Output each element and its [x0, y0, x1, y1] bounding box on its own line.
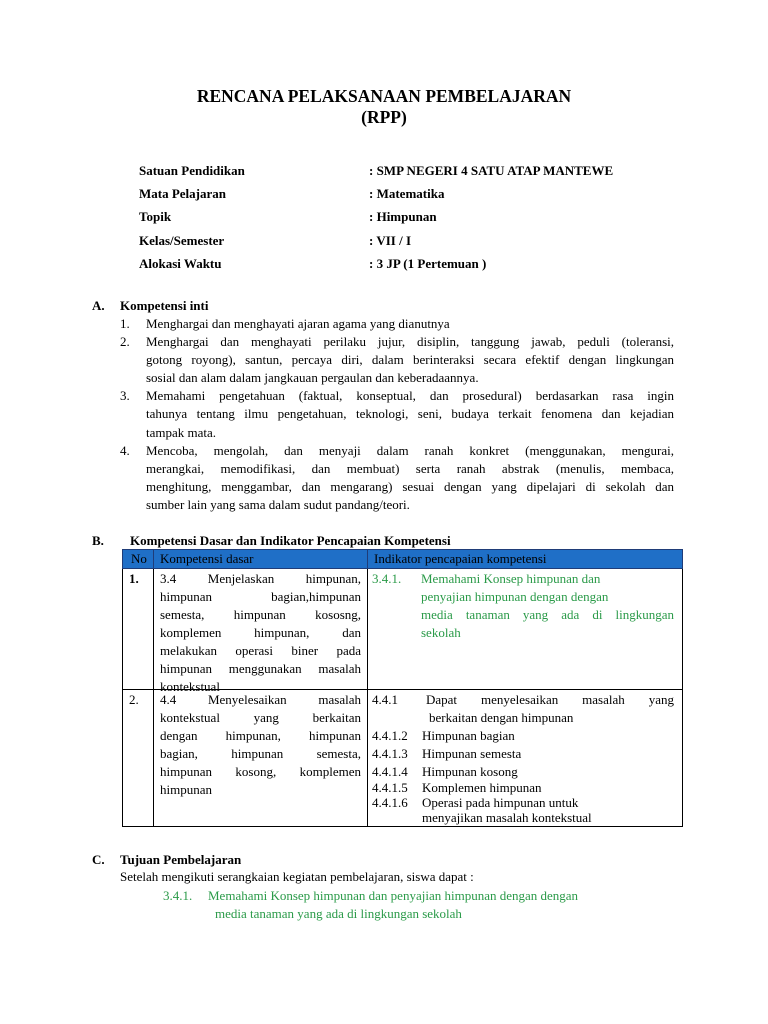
ki-item-text: tahunya tentang ilmu pengetahuan, teknologi, seni, budaya terkait fenomena dan kejadian — [146, 406, 674, 421]
kd-line: semesta, himpunan kososng, — [160, 607, 361, 622]
indicator-line: Memahami Konsep himpunan dan — [421, 571, 601, 586]
ki-item-text: sosial dan alam dalam jangkauan pergaulan dan keberadaannya. — [146, 370, 479, 385]
kd-line: dengan himpunan, himpunan — [160, 728, 361, 743]
kd-line: 4.4 Menyelesaikan masalah — [160, 692, 361, 707]
ki-item-text: Menghargai dan menghayati perilaku jujur, disiplin, tanggung jawab, peduli (toleransi, — [146, 334, 674, 349]
indicator-code: 3.4.1. — [372, 571, 402, 586]
ki-item-text: Menghargai dan menghayati ajaran agama yang dianutnya — [146, 316, 450, 331]
row-number-cell — [123, 569, 154, 690]
identity-value-kelas: : VII / I — [369, 233, 412, 248]
ki-item-number: 2. — [120, 334, 130, 349]
kd-line: himpunan kosong, komplemen — [160, 764, 361, 779]
indicator-line: media tanaman yang ada di lingkungan — [421, 607, 674, 622]
identity-label-topik: Topik — [139, 209, 172, 224]
section-b-letter: B. — [92, 533, 104, 548]
indicator-line: penyajian himpunan dengan dengan — [421, 589, 609, 604]
identity-value-topik: : Himpunan — [369, 209, 437, 224]
sub-indicator-text: Himpunan kosong — [422, 764, 518, 779]
kd-cell — [154, 690, 368, 827]
indicator-code: 4.4.1 — [372, 692, 398, 707]
sub-indicator-code: 4.4.1.6 — [372, 795, 408, 810]
kd-line: 3.4 Menjelaskan himpunan, — [160, 571, 361, 586]
identity-label-mapel: Mata Pelajaran — [139, 186, 227, 201]
kd-line: himpunan menggunakan masalah — [160, 661, 361, 676]
identity-label-alokasi: Alokasi Waktu — [139, 256, 222, 271]
document-title: RENCANA PELAKSANAAN PEMBELAJARAN — [196, 86, 572, 106]
ki-item-text: menghitung, menggambar, dan mengarang) sesuai dengan yang dipelajari di sekolah dan — [146, 479, 674, 494]
kd-line: komplemen himpunan, dan — [160, 625, 361, 640]
row-number: 2. — [129, 692, 139, 707]
identity-value-alokasi: : 3 JP (1 Pertemuan ) — [369, 256, 487, 271]
table-row — [123, 690, 683, 827]
kd-line: melakukan operasi biner pada — [160, 643, 361, 658]
row-number-cell — [123, 690, 154, 827]
sub-indicator-text: Himpunan bagian — [422, 728, 515, 743]
kd-cell — [154, 569, 368, 694]
row-number: 1. — [129, 571, 139, 586]
section-a-letter: A. — [92, 298, 105, 313]
section-c-letter: C. — [92, 852, 105, 867]
kd-line: bagian, himpunan semesta, — [160, 746, 361, 761]
indicator-line: berkaitan dengan himpunan — [429, 710, 574, 725]
sub-indicator-text: menyajikan masalah kontekstual — [422, 810, 592, 825]
kd-line: himpunan — [160, 782, 212, 797]
section-c-heading: Tujuan Pembelajaran — [120, 852, 242, 867]
sub-indicator-code: 4.4.1.2 — [372, 728, 408, 743]
ki-item-text: merangkai, memodifikasi, dan membuat) serta ranah abstrak (menulis, membaca, — [146, 461, 674, 476]
goal-line: Memahami Konsep himpunan dan penyajian himpunan dengan dengan — [208, 888, 579, 903]
goal-line: media tanaman yang ada di lingkungan sekolah — [215, 906, 462, 921]
sub-indicator-code: 4.4.1.4 — [372, 764, 408, 779]
ki-item-text: gotong royong), santun, percaya diri, dalam berinteraksi secara efektif dengan lingkungan — [146, 352, 674, 367]
identity-label-satuan: Satuan Pendidikan — [139, 163, 245, 178]
header-indikator: Indikator pencapaian kompetensi — [368, 550, 683, 569]
competency-table — [122, 549, 683, 827]
indicator-line: sekolah — [421, 625, 461, 640]
sub-indicator-code: 4.4.1.5 — [372, 780, 408, 795]
identity-label-kelas: Kelas/Semester — [139, 233, 225, 248]
section-c-intro: Setelah mengikuti serangkaian kegiatan pembelajaran, siswa dapat : — [120, 869, 474, 884]
indicator-cell — [368, 690, 683, 827]
ki-item-text: Mencoba, mengolah, dan menyaji dalam ranah konkret (menggunakan, mengurai, — [146, 443, 674, 458]
sub-indicator-text: Komplemen himpunan — [422, 780, 542, 795]
sub-indicator-text: Himpunan semesta — [422, 746, 522, 761]
ki-item-number: 4. — [120, 443, 130, 458]
ki-item-text: tampak mata. — [146, 425, 217, 440]
identity-value-mapel: : Matematika — [369, 186, 445, 201]
indicator-cell — [368, 569, 683, 690]
sub-indicator-text: Operasi pada himpunan untuk — [422, 795, 579, 810]
ki-item-text: Memahami pengetahuan (faktual, konseptual, dan prosedural) berdasarkan rasa ingin — [146, 388, 674, 403]
document-subtitle: (RPP) — [361, 107, 407, 127]
header-no: No — [123, 550, 154, 569]
kd-line: himpunan bagian,himpunan — [160, 589, 361, 604]
indicator-line: Dapat menyelesaikan masalah yang — [426, 692, 674, 707]
table-header-row — [123, 550, 683, 569]
kd-line: kontekstual yang berkaitan — [160, 710, 361, 725]
section-b-heading: Kompetensi Dasar dan Indikator Pencapaian Kompetensi — [130, 533, 451, 548]
ki-item-number: 3. — [120, 388, 130, 403]
goal-code: 3.4.1. — [163, 888, 193, 903]
section-a-heading: Kompetensi inti — [120, 298, 209, 313]
header-kompetensi-dasar: Kompetensi dasar — [154, 550, 368, 569]
ki-item-text: sumber lain yang sama dalam sudut pandang/teori. — [146, 497, 410, 512]
ki-item-number: 1. — [120, 316, 130, 331]
kd-line: kontekstual — [160, 679, 220, 694]
identity-value-satuan: : SMP NEGERI 4 SATU ATAP MANTEWE — [369, 163, 614, 178]
table-row — [123, 569, 683, 690]
sub-indicator-code: 4.4.1.3 — [372, 746, 408, 761]
